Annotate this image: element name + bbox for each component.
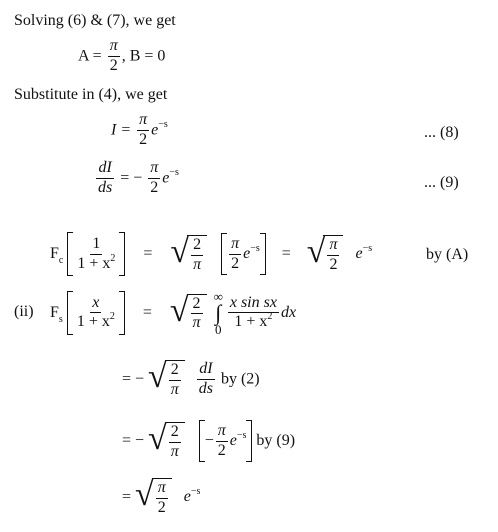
equation-8: I = $\frac{\pi}{2}$ $e^{-s}$ xyxy=(111,111,168,148)
text-line-solving: Solving (6) & (7), we get xyxy=(14,12,176,29)
text-line-substitute: Substitute in (4), we get xyxy=(14,86,168,103)
equation-fs: $F_s$ $\frac{x}{1 + x^2}$ = √ $\frac{2}{\pi}$ ∞ ∫ 0 $\frac{\text{x sin sx}}{1 + x^2}$ dx xyxy=(50,289,297,337)
right-bracket xyxy=(260,233,266,275)
sqrt: √ $\frac{2}{\pi}$ xyxy=(170,294,207,333)
fraction: $\frac{x}{1 + x^2}$ xyxy=(76,293,115,331)
eq-b-label: , B = 0 xyxy=(121,47,166,65)
radical-sign: √ xyxy=(306,232,326,270)
fraction: $\frac{\pi}{2}$ xyxy=(139,111,148,148)
sqrt: √ $\frac{2}{\pi}$ xyxy=(170,235,207,274)
radical-sign: √ xyxy=(148,419,167,457)
equation-a-b xyxy=(78,38,165,75)
right-bracket xyxy=(246,420,252,462)
radical-sign: √ xyxy=(169,291,189,329)
fraction: $\frac{\pi}{2}$ xyxy=(150,159,159,196)
step-1: = − √ $\frac{2}{\pi}$ $\frac{dI}{ds}$ by (2) xyxy=(122,358,260,398)
left-bracket xyxy=(67,232,73,276)
sqrt: √ $\frac{\pi}{2}$ xyxy=(135,478,172,517)
equation-fc: $F_c$ $\frac{1}{1 + x^2}$ = √ $\frac{2}{\pi}$ $\frac{\pi}{2}$ $e^{-s}$ = √ $\frac{\pi}{2}$ $e^{-s}$ xyxy=(50,232,372,276)
radical-sign: √ xyxy=(170,232,190,270)
equation-9: $\frac{dI}{ds}$ = − $\frac{\pi}{2}$ $e^{-s}$ xyxy=(98,159,179,196)
eq-a-label: A = xyxy=(78,47,102,65)
step-3: = √ $\frac{\pi}{2}$ $e^{-s}$ xyxy=(122,476,201,516)
tag-8: ... (8) xyxy=(424,124,459,141)
sqrt: √ $\frac{2}{\pi}$ xyxy=(148,360,185,399)
dI-ds-fraction: $\frac{dI}{ds}$ xyxy=(198,360,213,397)
sqrt: √ $\frac{2}{\pi}$ xyxy=(148,422,185,461)
integrand-fraction: $\frac{\text{x sin sx}}{1 + x^2}$ xyxy=(229,293,277,331)
fraction: $\frac{1}{1 + x^2}$ xyxy=(77,234,116,272)
step-2: = − √ $\frac{2}{\pi}$ − $\frac{\pi}{2}$ $e^{-s}$ by (9) xyxy=(122,420,295,462)
fraction: $\frac{\pi}{2}$ xyxy=(217,421,226,459)
left-bracket xyxy=(67,291,73,335)
dI-ds-fraction: $\frac{dI}{ds}$ xyxy=(98,159,113,196)
right-bracket xyxy=(119,291,125,335)
tag-by-a: by (A) xyxy=(426,246,469,263)
integral-sign: ∞ ∫ 0 xyxy=(213,289,223,337)
fraction: $\frac{\pi}{2}$ xyxy=(231,234,240,272)
radical-sign: √ xyxy=(148,358,167,395)
label-ii: (ii) xyxy=(14,303,34,320)
right-bracket xyxy=(119,232,125,276)
tag-9: ... (9) xyxy=(424,174,459,191)
radical-sign: √ xyxy=(135,476,154,513)
sqrt: √ $\frac{\pi}{2}$ xyxy=(307,235,344,274)
left-bracket xyxy=(221,233,227,275)
pi-over-2-fraction: $\frac{\pi}{2}$ xyxy=(109,37,118,74)
